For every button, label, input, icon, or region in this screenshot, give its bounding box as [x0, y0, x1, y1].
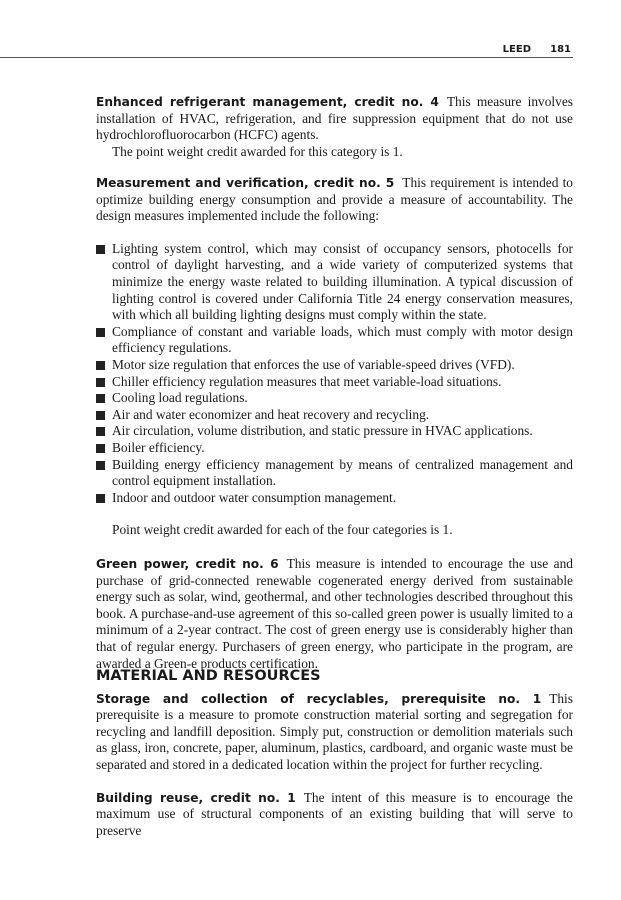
list-item	[96, 423, 573, 440]
run-in-heading: Storage and collection of recyclables, prerequisite no. 1	[96, 691, 542, 706]
paragraph-text: This measure is intended to encourage the use and purchase of grid-connected renewable cogenerated energy derived from sustainable energy such as solar, wind, geothermal, and other technologies described throughout this book. A purchase-and-use agreement of this so-called green power is usually limited to a minimum of a 2-year contract. The cost of green energy use is considerably higher than that of regular energy. Purchasers of green energy, who participate in the program, are awarded a Green-e products certification.	[96, 556, 573, 671]
run-in-heading: Measurement and verification, credit no. 5	[96, 176, 395, 190]
square-bullet-icon	[96, 427, 105, 436]
section-measurement	[96, 175, 573, 539]
list-item	[96, 407, 573, 424]
list-item	[96, 357, 573, 374]
square-bullet-icon	[96, 378, 105, 387]
square-bullet-icon	[96, 411, 105, 420]
list-item	[96, 374, 573, 391]
list-item-text: Indoor and outdoor water consumption management.	[112, 489, 397, 505]
square-bullet-icon	[96, 394, 105, 403]
square-bullet-icon	[96, 461, 105, 470]
run-in-heading: Enhanced refrigerant management, credit no. 4	[96, 95, 439, 109]
list-item-text: Lighting system control, which may consist of occupancy sensors, photocells for control of daylight harvesting, and a wide variety of computerized systems that minimize the energy waste related to building illumination. A typical discussion of lighting control is covered under California Title 24 energy conservation measures, with which all building lighting designs must comply within the state.	[112, 240, 573, 323]
run-in-heading: Building reuse, credit no. 1	[96, 790, 296, 805]
square-bullet-icon	[96, 444, 105, 453]
list-item	[96, 241, 573, 324]
page-number: 181	[550, 44, 571, 55]
section-green-power	[96, 556, 573, 672]
section-heading: MATERIAL AND RESOURCES	[96, 668, 321, 684]
list-item	[96, 324, 573, 357]
paragraph-text: This measure involves installation of HVAC, refrigeration, and fire suppression equipment that do not use hydrochlorofluorocarbon (HCFC) agents.	[96, 94, 573, 143]
run-in-heading: Green power, credit no. 6	[96, 557, 279, 571]
list-item	[96, 457, 573, 490]
paragraph-text: This requirement is intended to optimize building energy consumption and provide a measure of accountability. The design measures implemented include the following:	[96, 175, 574, 224]
square-bullet-icon	[96, 245, 105, 254]
list-item-text: Air circulation, volume distribution, and static pressure in HVAC applications.	[112, 423, 533, 439]
list-item-text: Compliance of constant and variable loads, which must comply with motor design efficiency regulations.	[112, 323, 573, 356]
list-item-text: Air and water economizer and heat recovery and recycling.	[112, 406, 430, 422]
paragraph-text: The intent of this measure is to encourage the maximum use of structural components of an existing building that will serve to preserve	[96, 789, 573, 838]
list-item	[96, 490, 573, 507]
bullet-list	[96, 241, 573, 507]
square-bullet-icon	[96, 361, 105, 370]
list-item	[96, 390, 573, 407]
list-item-text: Motor size regulation that enforces the use of variable-speed drives (VFD).	[112, 356, 515, 372]
list-item	[96, 440, 573, 457]
list-item-text: Building energy efficiency management by means of centralized management and control equipment installation.	[112, 456, 573, 489]
paragraph-note: The point weight credit awarded for this category is 1.	[112, 143, 403, 159]
running-header	[0, 44, 573, 58]
square-bullet-icon	[96, 494, 105, 503]
list-item-text: Chiller efficiency regulation measures that meet variable-load situations.	[112, 373, 502, 389]
section-materials	[96, 668, 573, 839]
paragraph-note: Point weight credit awarded for each of the four categories is 1.	[112, 522, 453, 538]
list-item-text: Cooling load regulations.	[112, 390, 248, 406]
square-bullet-icon	[96, 328, 105, 337]
list-item-text: Boiler efficiency.	[112, 439, 205, 455]
paragraph-text: This prerequisite is a measure to promote construction material sorting and segregation for recycling and landfill deposition. Simply put, construction or demolition materials such as glass, iron, concrete, paper, aluminum, plastics, cardboard, and organic waste must be separated and stored in a dedicated location within the project for further recycling.	[96, 690, 573, 772]
running-title: LEED	[502, 44, 531, 55]
section-refrigerant	[96, 94, 573, 160]
